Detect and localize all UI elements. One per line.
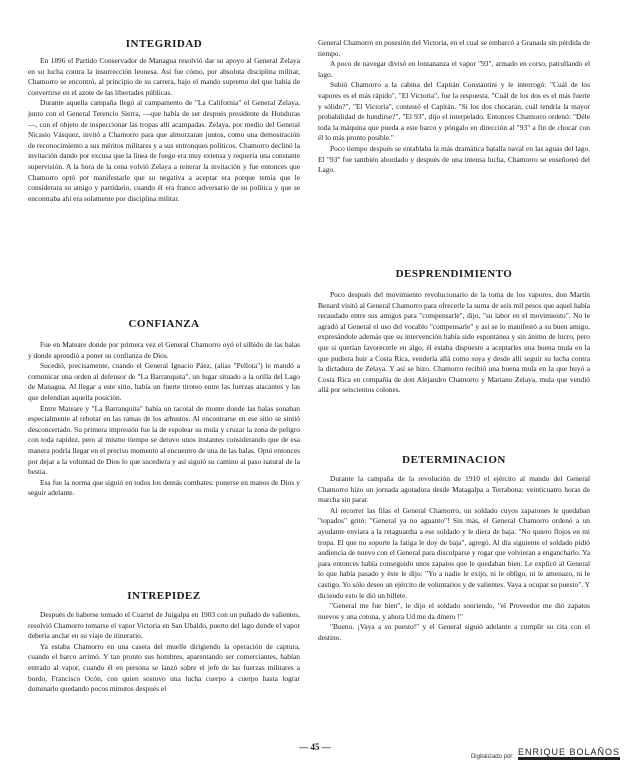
paragraph: Subió Chamorro a la cabina del Capitán Constantini y le interrogó: "Cuál de los vapores es el más rápido", "El Victoria", fue la respuesta. "Cuál de los dos es el más fuerte y sólido?", "El Victoria", contestó el Capitán. "Si los dos chocaran, cuál tendría la mayor probabilidad de hundirse?", "El 93", dijo el interpelado. Entonces Chamorro ordenó: "Déle toda la máquina que pueda a este barco y póngalo en dirección al "93" a fin de chocar con él lo más pronto posible.": [318, 80, 590, 143]
paragraph: Durante la campaña de la revolución de 1910 el ejército al mando del General Chamorro hizo un jornada agotadora desde Matagalpa a Terrabona: veinticuatro horas de marcha sin parar.: [318, 474, 590, 505]
paragraph: Al recorrer las filas el General Chamorro, un soldado cuyos zapatones le quedaban "topados" gritó: "General ya no aguanto"! Sin más, el General Chamorro ordenó a un ayudante enviara a la retaguardia a ese soldado y le diera de baja. "No quiero flojos en mi tropa. El que no soporte la fatiga le doy de baja", agregó. Al día siguiente el soldado pidió audiencia de nuevo con el General para disculparse y rogar que volvieran a engancharlo. Ya para entonces había conseguido unos zapatos que le quedaban bien. Le explicó al General lo que había pasado y éste le dijo: "Yo a nadie le exijo, ni le obligo, ni le amenazo, ni le castigo. Yo sólo deseo un ejército de voluntarios y de valientes. Vaya a ocupar su puesto". Y diciendo esto le dió un billete.: [318, 505, 590, 600]
paragraph: Entre Mateare y "La Barranquita" había un tacotal de monte donde las balas sonaban especialmente al rebotar en las ramas de los arbustos. Al encontrarse en ese sitio se sintió desconcertado. Su primera impresión fue la de espolear su mula y cruzar la zona de peligro con toda rapidez, pero al mismo tiempo se detuvo unos instantes considerando que de esa manera podría llegar en el preciso momento al encuentro de una de las balas. Optó entonces por dejar a la voluntad de Dios lo que sucediera y así siguió su camino al paso natural de la bestia.: [28, 403, 300, 477]
paragraph: "Bueno. ¡Vaya a su puesto!" y el General siguió adelante a cumplir su cita con el destino.: [318, 622, 590, 642]
paragraph: Poco tiempo después se entablaba la más dramática batalla naval en las aguas del lago. El "93" fue también abordado y después de una intensa lucha, Chamorro se enseñoreó del Lago.: [318, 143, 590, 175]
paragraph: Durante aquella campaña llegó al campamento de "La California" el General Zelaya, junto con el General Terencio Sierra, —que había de ser después presidente de Honduras—, con el objeto de inspeccionar las tropas allí acampadas. Zelaya, por medio del General Nicasio Vásquez, invitó a Chamorro para que almorzaran juntos, como una demostración de reconocimiento a sus méritos militares y a sus entronques políticos. Chamorro declinó la invitación dando por excusa que la línea de fuego era muy extensa y requería una constante supervisión. A la hora de la cena volvió Zelaya a reiterar la invitación y fue entonces que Chamorro optó por manifestarle que su negativa a aceptar era porque temía que le considerara su amigo y partidario, cuando él era franco adversario de su política y que se encontraba ahí era solamente por disciplina militar.: [28, 98, 300, 203]
paragraph: Poco después del movimiento revolucionario de la toma de los vapores, don Martín Benard visitó al General Chamorro para ofrecerle la suma de seis mil pesos que aquel había recaudado entre sus amigos para "compensarle", dijo, "su labor en el movimiento". No le agradó al General el uso del vocablo "compensarle" y así se lo manifestó a su buen amigo, expresándole además que su intervención había sido espontánea y sin ánimo de lucro, pero que si querían favorecerle en algo, él estaba dispuesto a aceptarles una buena mula en la que pudiera huir a Costa Rica, vendería allá como suya y desde allí seguir su lucha contra la dictadura de Zelaya. Y así se hizo. Chamorro recibió una buena mula en la que huyó a Costa Rica en compañía de don Alejandro Chamorro y Mariano Zelaya, mula que vendió allá por seiscientos colones.: [318, 290, 590, 395]
heading-intrepidez: INTREPIDEZ: [127, 590, 201, 602]
credit-logo-name: ENRIQUE BOLAÑOS: [518, 748, 620, 760]
page-number: — 45 —: [299, 742, 331, 752]
digitization-credit: [471, 748, 620, 760]
paragraph: A poco de navegar divisó en lontananza el vapor "93", armado en corso, patrullando el lago.: [318, 59, 590, 79]
heading-desprendimiento: DESPRENDIMIENTO: [395, 268, 513, 280]
section-determinacion: [318, 454, 590, 644]
section-desprendimiento: [318, 268, 590, 396]
paragraph: Fue en Mateare donde por primera vez el General Chamorro oyó el silbido de las balas y donde aprendió a poner su confianza de Dios.: [28, 340, 300, 360]
paragraph: Después de haberse tomado el Cuartel de Juigalpa en 1903 con un puñado de valientes, resolvió Chamorro tomarse el vapor Victoria en San Ubaldo, puerto del lago donde el vapor debería anclar en su viaje de itinerario.: [28, 610, 300, 641]
heading-confianza: CONFIANZA: [128, 318, 200, 330]
paragraph: Esa fue la norma que siguió en todos los demás combates: ponerse en manos de Dios y seguir adelante.: [28, 477, 300, 498]
paragraph: General Chamorro en posesión del Victoria, en el cual se embarcó a Granada sin pérdida de tiempo.: [318, 38, 590, 58]
section-intrepidez: [28, 590, 300, 695]
heading-integridad: INTEGRIDAD: [125, 38, 203, 50]
paragraph: Ya estaba Chamorro en una caseta del muelle dirigiendo la operación de captura, cuando el barco arrimó. Y tan pronto sus hombres, aparentando ser comerciantes, habían entrado al vapor, cuando él en persona se lanzó sobre el jefe de las fuerzas militares a bordo, Francisco Ocón, con quien sostuvo una lucha cuerpo a cuerpo hasta lograr dominarlo quedando pocos minutos después el: [28, 641, 300, 694]
paragraph: "General me fue bien", le dijo el soldado sonriendo, "el Proveedor me dió zapatos nuevos y una cotona, y ahora Ud me da dinero !": [318, 601, 590, 621]
paragraph: En 1896 el Partido Conservador de Managua resolvió dar su apoyo al General Zelaya en su lucha contra la insurrección leonesa. Así fue cómo, por absoluta disciplina militar, Chamorro se encontró, al principio de su carrera, bajo el mando supremo del que había de convertirse en el azote de las libertades públicas.: [28, 56, 300, 97]
heading-determinacion: DETERMINACION: [402, 454, 506, 466]
section-integridad: [28, 38, 300, 204]
section-continuation: [318, 38, 590, 176]
section-confianza: [28, 318, 300, 499]
credit-prefix: Digitalizado por:: [470, 754, 514, 760]
paragraph: Sucedió, precisamente, cuando el General Ignacio Páez, (alias "Pellota") le mandó a comunicar una orden al defensor de "La Barranquita", un lugar situado a la orilla del Lago de Managua. Al llegar a este sitio, había un fuerte tiroteo entre las fuerzas atacantes y las que defendían aquella posición.: [28, 361, 300, 402]
